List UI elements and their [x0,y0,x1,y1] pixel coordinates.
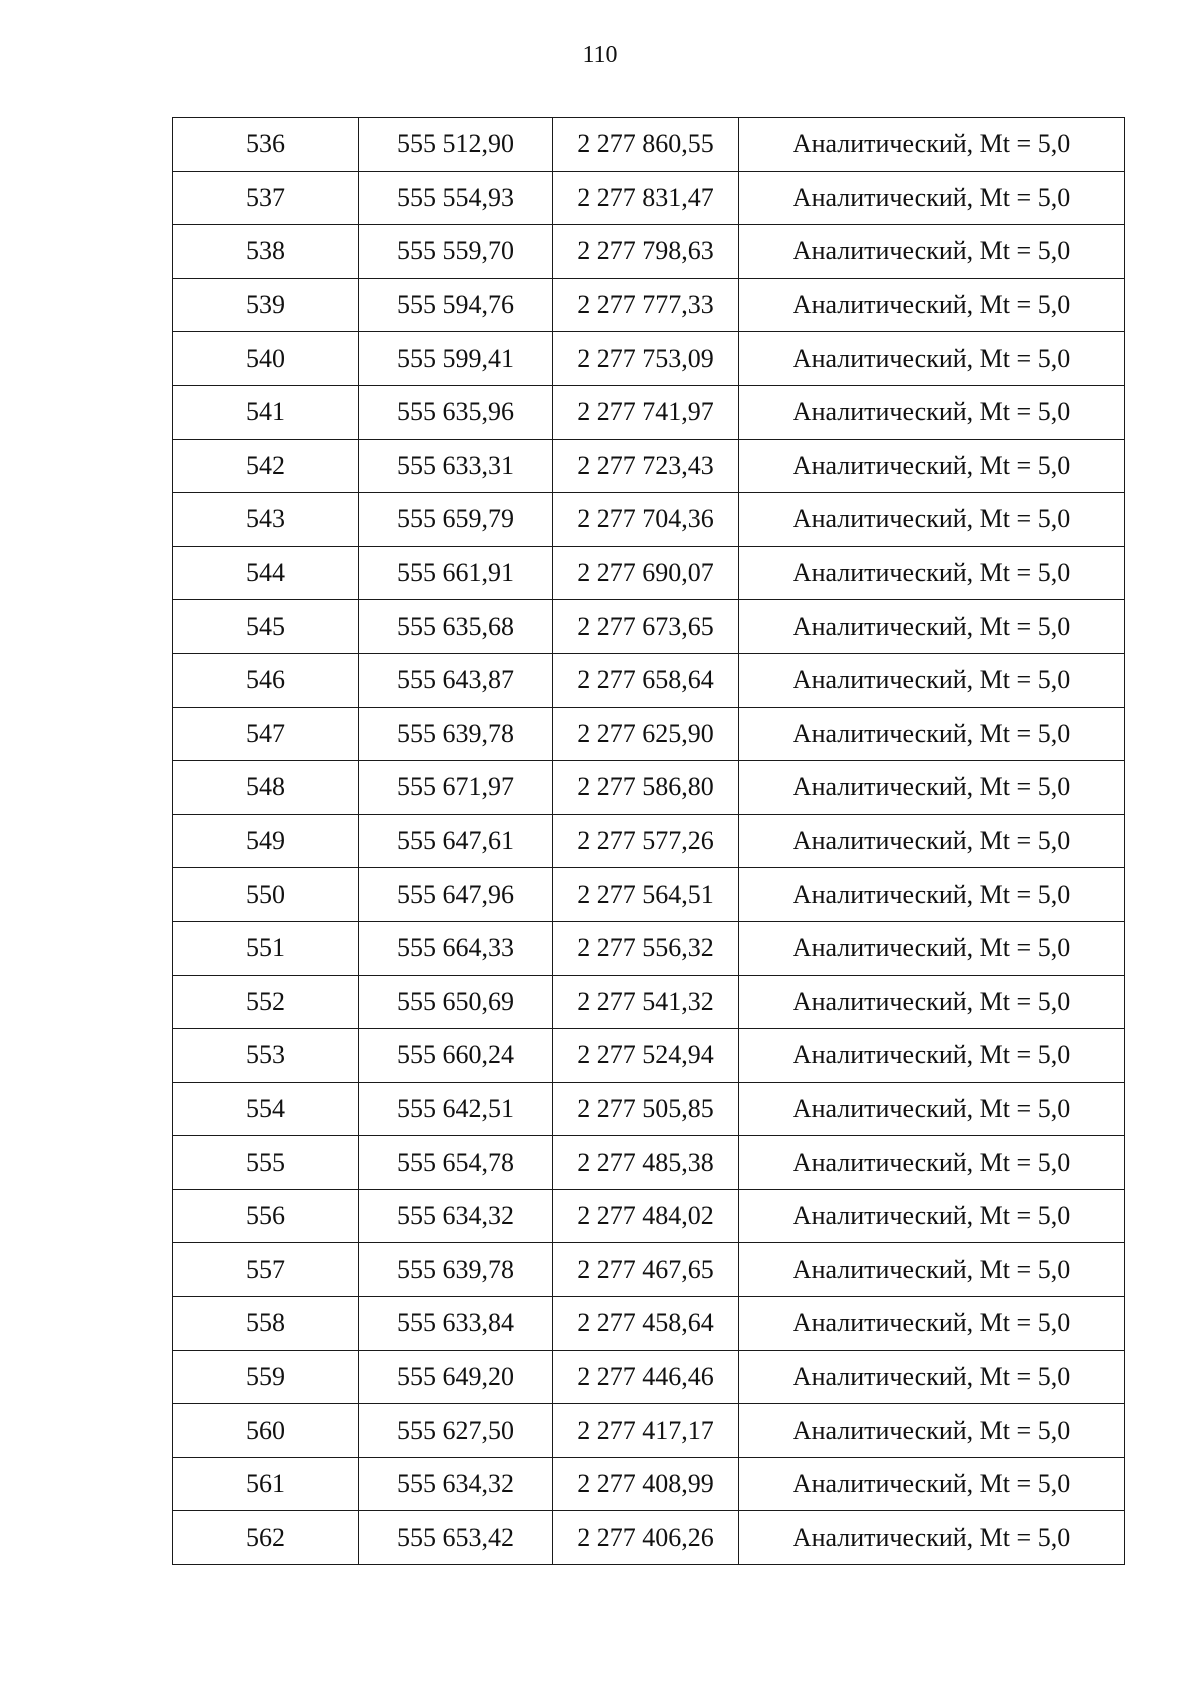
x-coordinate-cell: 555 647,96 [359,868,553,922]
y-coordinate-cell: 2 277 690,07 [553,546,739,600]
point-number-cell: 548 [173,761,359,815]
y-coordinate-cell: 2 277 505,85 [553,1082,739,1136]
x-coordinate-cell: 555 653,42 [359,1511,553,1565]
table-row [173,1511,1125,1565]
x-coordinate-cell: 555 642,51 [359,1082,553,1136]
y-coordinate-cell: 2 277 458,64 [553,1297,739,1351]
point-number-cell: 544 [173,546,359,600]
x-coordinate-cell: 555 559,70 [359,225,553,279]
method-cell: Аналитический, Mt = 5,0 [739,1350,1125,1404]
x-coordinate-cell: 555 512,90 [359,118,553,172]
y-coordinate-cell: 2 277 484,02 [553,1189,739,1243]
method-cell: Аналитический, Mt = 5,0 [739,385,1125,439]
table-row [173,761,1125,815]
x-coordinate-cell: 555 664,33 [359,921,553,975]
coordinates-table [172,117,1125,1565]
y-coordinate-cell: 2 277 753,09 [553,332,739,386]
y-coordinate-cell: 2 277 625,90 [553,707,739,761]
x-coordinate-cell: 555 633,84 [359,1297,553,1351]
table-row [173,868,1125,922]
x-coordinate-cell: 555 647,61 [359,814,553,868]
table-row [173,278,1125,332]
table-row [173,1082,1125,1136]
y-coordinate-cell: 2 277 831,47 [553,171,739,225]
y-coordinate-cell: 2 277 541,32 [553,975,739,1029]
table-row [173,1350,1125,1404]
table-body [173,118,1125,1565]
table-row [173,707,1125,761]
table-row [173,1189,1125,1243]
point-number-cell: 561 [173,1457,359,1511]
point-number-cell: 554 [173,1082,359,1136]
point-number-cell: 549 [173,814,359,868]
x-coordinate-cell: 555 627,50 [359,1404,553,1458]
method-cell: Аналитический, Mt = 5,0 [739,814,1125,868]
y-coordinate-cell: 2 277 777,33 [553,278,739,332]
x-coordinate-cell: 555 594,76 [359,278,553,332]
x-coordinate-cell: 555 661,91 [359,546,553,600]
method-cell: Аналитический, Mt = 5,0 [739,493,1125,547]
x-coordinate-cell: 555 634,32 [359,1457,553,1511]
y-coordinate-cell: 2 277 673,65 [553,600,739,654]
point-number-cell: 542 [173,439,359,493]
point-number-cell: 550 [173,868,359,922]
point-number-cell: 543 [173,493,359,547]
method-cell: Аналитический, Mt = 5,0 [739,1029,1125,1083]
method-cell: Аналитический, Mt = 5,0 [739,1189,1125,1243]
point-number-cell: 545 [173,600,359,654]
method-cell: Аналитический, Mt = 5,0 [739,171,1125,225]
y-coordinate-cell: 2 277 723,43 [553,439,739,493]
y-coordinate-cell: 2 277 524,94 [553,1029,739,1083]
y-coordinate-cell: 2 277 467,65 [553,1243,739,1297]
x-coordinate-cell: 555 639,78 [359,707,553,761]
x-coordinate-cell: 555 649,20 [359,1350,553,1404]
table-row [173,1136,1125,1190]
point-number-cell: 557 [173,1243,359,1297]
method-cell: Аналитический, Mt = 5,0 [739,278,1125,332]
x-coordinate-cell: 555 671,97 [359,761,553,815]
x-coordinate-cell: 555 634,32 [359,1189,553,1243]
method-cell: Аналитический, Mt = 5,0 [739,546,1125,600]
y-coordinate-cell: 2 277 704,36 [553,493,739,547]
method-cell: Аналитический, Mt = 5,0 [739,921,1125,975]
x-coordinate-cell: 555 639,78 [359,1243,553,1297]
point-number-cell: 553 [173,1029,359,1083]
y-coordinate-cell: 2 277 406,26 [553,1511,739,1565]
point-number-cell: 560 [173,1404,359,1458]
method-cell: Аналитический, Mt = 5,0 [739,1457,1125,1511]
method-cell: Аналитический, Mt = 5,0 [739,1136,1125,1190]
x-coordinate-cell: 555 660,24 [359,1029,553,1083]
page-number: 110 [582,42,618,68]
point-number-cell: 551 [173,921,359,975]
table-row [173,1457,1125,1511]
y-coordinate-cell: 2 277 564,51 [553,868,739,922]
method-cell: Аналитический, Mt = 5,0 [739,975,1125,1029]
table-row [173,385,1125,439]
method-cell: Аналитический, Mt = 5,0 [739,1082,1125,1136]
point-number-cell: 546 [173,653,359,707]
method-cell: Аналитический, Mt = 5,0 [739,1511,1125,1565]
method-cell: Аналитический, Mt = 5,0 [739,707,1125,761]
point-number-cell: 540 [173,332,359,386]
method-cell: Аналитический, Mt = 5,0 [739,600,1125,654]
point-number-cell: 547 [173,707,359,761]
point-number-cell: 539 [173,278,359,332]
table-row [173,975,1125,1029]
y-coordinate-cell: 2 277 417,17 [553,1404,739,1458]
x-coordinate-cell: 555 643,87 [359,653,553,707]
method-cell: Аналитический, Mt = 5,0 [739,1297,1125,1351]
y-coordinate-cell: 2 277 446,46 [553,1350,739,1404]
x-coordinate-cell: 555 659,79 [359,493,553,547]
x-coordinate-cell: 555 554,93 [359,171,553,225]
point-number-cell: 559 [173,1350,359,1404]
y-coordinate-cell: 2 277 586,80 [553,761,739,815]
y-coordinate-cell: 2 277 408,99 [553,1457,739,1511]
y-coordinate-cell: 2 277 860,55 [553,118,739,172]
method-cell: Аналитический, Mt = 5,0 [739,332,1125,386]
x-coordinate-cell: 555 635,68 [359,600,553,654]
x-coordinate-cell: 555 633,31 [359,439,553,493]
table-row [173,1404,1125,1458]
point-number-cell: 538 [173,225,359,279]
method-cell: Аналитический, Mt = 5,0 [739,1243,1125,1297]
table-row [173,921,1125,975]
y-coordinate-cell: 2 277 485,38 [553,1136,739,1190]
table-row [173,118,1125,172]
method-cell: Аналитический, Mt = 5,0 [739,439,1125,493]
y-coordinate-cell: 2 277 798,63 [553,225,739,279]
method-cell: Аналитический, Mt = 5,0 [739,118,1125,172]
y-coordinate-cell: 2 277 556,32 [553,921,739,975]
point-number-cell: 541 [173,385,359,439]
table-row [173,653,1125,707]
point-number-cell: 536 [173,118,359,172]
x-coordinate-cell: 555 650,69 [359,975,553,1029]
table-row [173,814,1125,868]
table-row [173,546,1125,600]
x-coordinate-cell: 555 654,78 [359,1136,553,1190]
method-cell: Аналитический, Mt = 5,0 [739,653,1125,707]
y-coordinate-cell: 2 277 577,26 [553,814,739,868]
table-row [173,225,1125,279]
point-number-cell: 537 [173,171,359,225]
table-row [173,1029,1125,1083]
table-row [173,1243,1125,1297]
x-coordinate-cell: 555 635,96 [359,385,553,439]
table-row [173,493,1125,547]
method-cell: Аналитический, Mt = 5,0 [739,761,1125,815]
x-coordinate-cell: 555 599,41 [359,332,553,386]
y-coordinate-cell: 2 277 741,97 [553,385,739,439]
method-cell: Аналитический, Mt = 5,0 [739,1404,1125,1458]
table-row [173,332,1125,386]
table-row [173,600,1125,654]
point-number-cell: 556 [173,1189,359,1243]
point-number-cell: 562 [173,1511,359,1565]
point-number-cell: 552 [173,975,359,1029]
point-number-cell: 558 [173,1297,359,1351]
table-row [173,171,1125,225]
table-row [173,439,1125,493]
y-coordinate-cell: 2 277 658,64 [553,653,739,707]
table-row [173,1297,1125,1351]
method-cell: Аналитический, Mt = 5,0 [739,225,1125,279]
method-cell: Аналитический, Mt = 5,0 [739,868,1125,922]
point-number-cell: 555 [173,1136,359,1190]
